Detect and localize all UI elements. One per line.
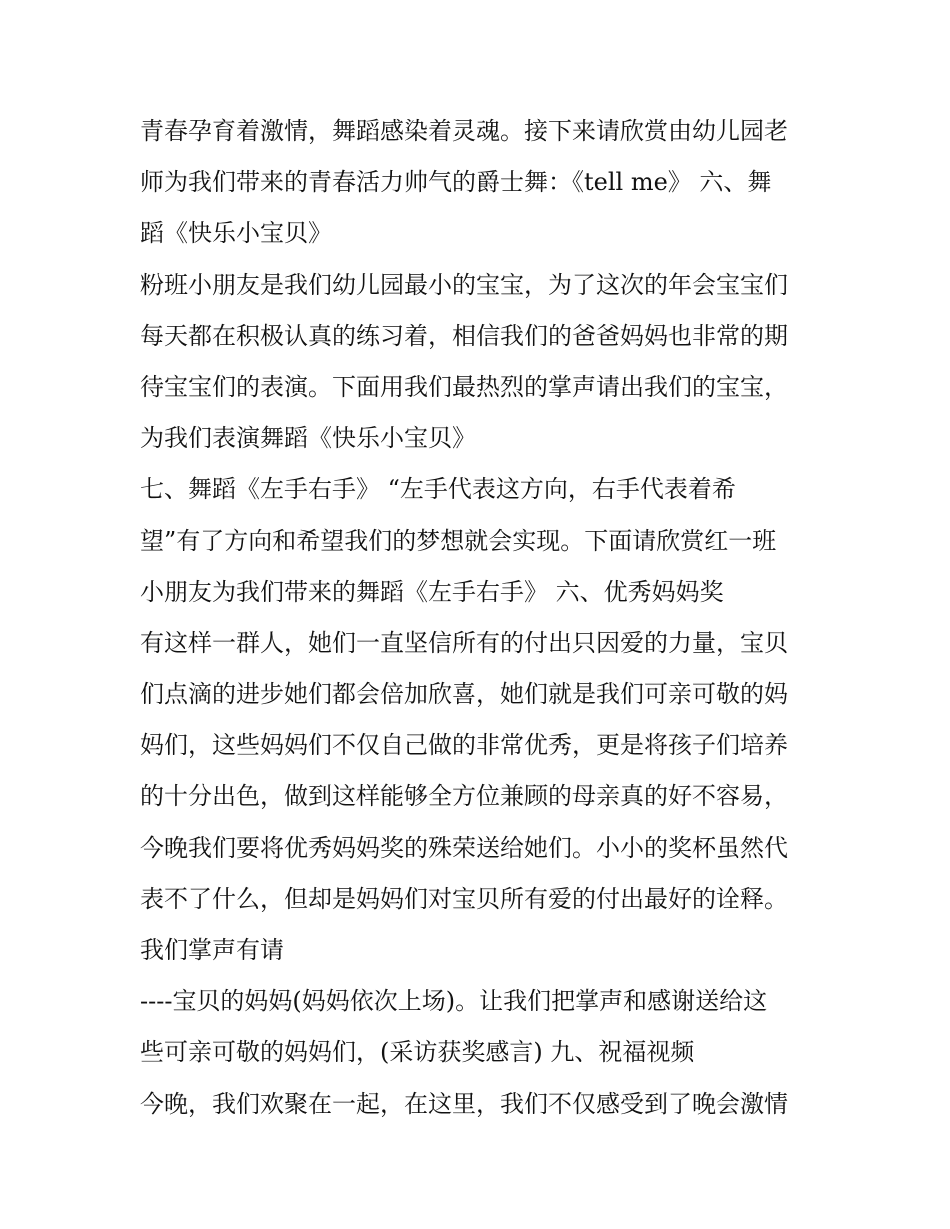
text-line: 妈们，这些妈妈们不仅自己做的非常优秀，更是将孩子们培养: [140, 731, 788, 760]
text-line: ----宝贝的妈妈(妈妈依次上场)。让我们把掌声和感谢送给这: [140, 987, 768, 1016]
text-line: 待宝宝们的表演。下面用我们最热烈的掌声请出我们的宝宝，: [140, 372, 788, 401]
text-line: 为我们表演舞蹈《快乐小宝贝》: [140, 424, 476, 453]
text-line: 师为我们带来的青春活力帅气的爵士舞：《tell me》 六、舞: [140, 168, 772, 197]
text-line: 望”有了方向和希望我们的梦想就会实现。下面请欣赏红一班: [140, 526, 777, 555]
text-line: 表不了什么，但却是妈妈们对宝贝所有爱的付出最好的诠释。: [140, 884, 788, 913]
text-line: 青春孕育着激情，舞蹈感染着灵魂。接下来请欣赏由幼儿园老: [140, 117, 788, 145]
text-line: 粉班小朋友是我们幼儿园最小的宝宝，为了这次的年会宝宝们: [140, 270, 788, 299]
document-body: [140, 106, 820, 1130]
text-line: 每天都在积极认真的练习着，相信我们的爸爸妈妈也非常的期: [140, 321, 788, 350]
text-line: 们点滴的进步她们都会倍加欣喜，她们就是我们可亲可敬的妈: [140, 680, 788, 709]
text-line: 有这样一群人，她们一直坚信所有的付出只因爱的力量，宝贝: [140, 628, 788, 657]
text-line: 蹈《快乐小宝贝》: [140, 219, 332, 248]
text-line: 今晚，我们欢聚在一起，在这里，我们不仅感受到了晚会激情: [140, 1089, 788, 1118]
text-line: 七、舞蹈《左手右手》 “左手代表这方向，右手代表着希: [140, 475, 736, 504]
text-line: 的十分出色，做到这样能够全方位兼顾的母亲真的好不容易，: [140, 782, 788, 811]
text-line: 些可亲可敬的妈妈们，(采访获奖感言) 九、祝福视频: [140, 1038, 695, 1067]
text-line: 今晚我们要将优秀妈妈奖的殊荣送给她们。小小的奖杯虽然代: [140, 833, 788, 862]
text-line: 小朋友为我们带来的舞蹈《左手右手》 六、优秀妈妈奖: [140, 577, 724, 606]
text-line: 我们掌声有请: [140, 936, 284, 964]
